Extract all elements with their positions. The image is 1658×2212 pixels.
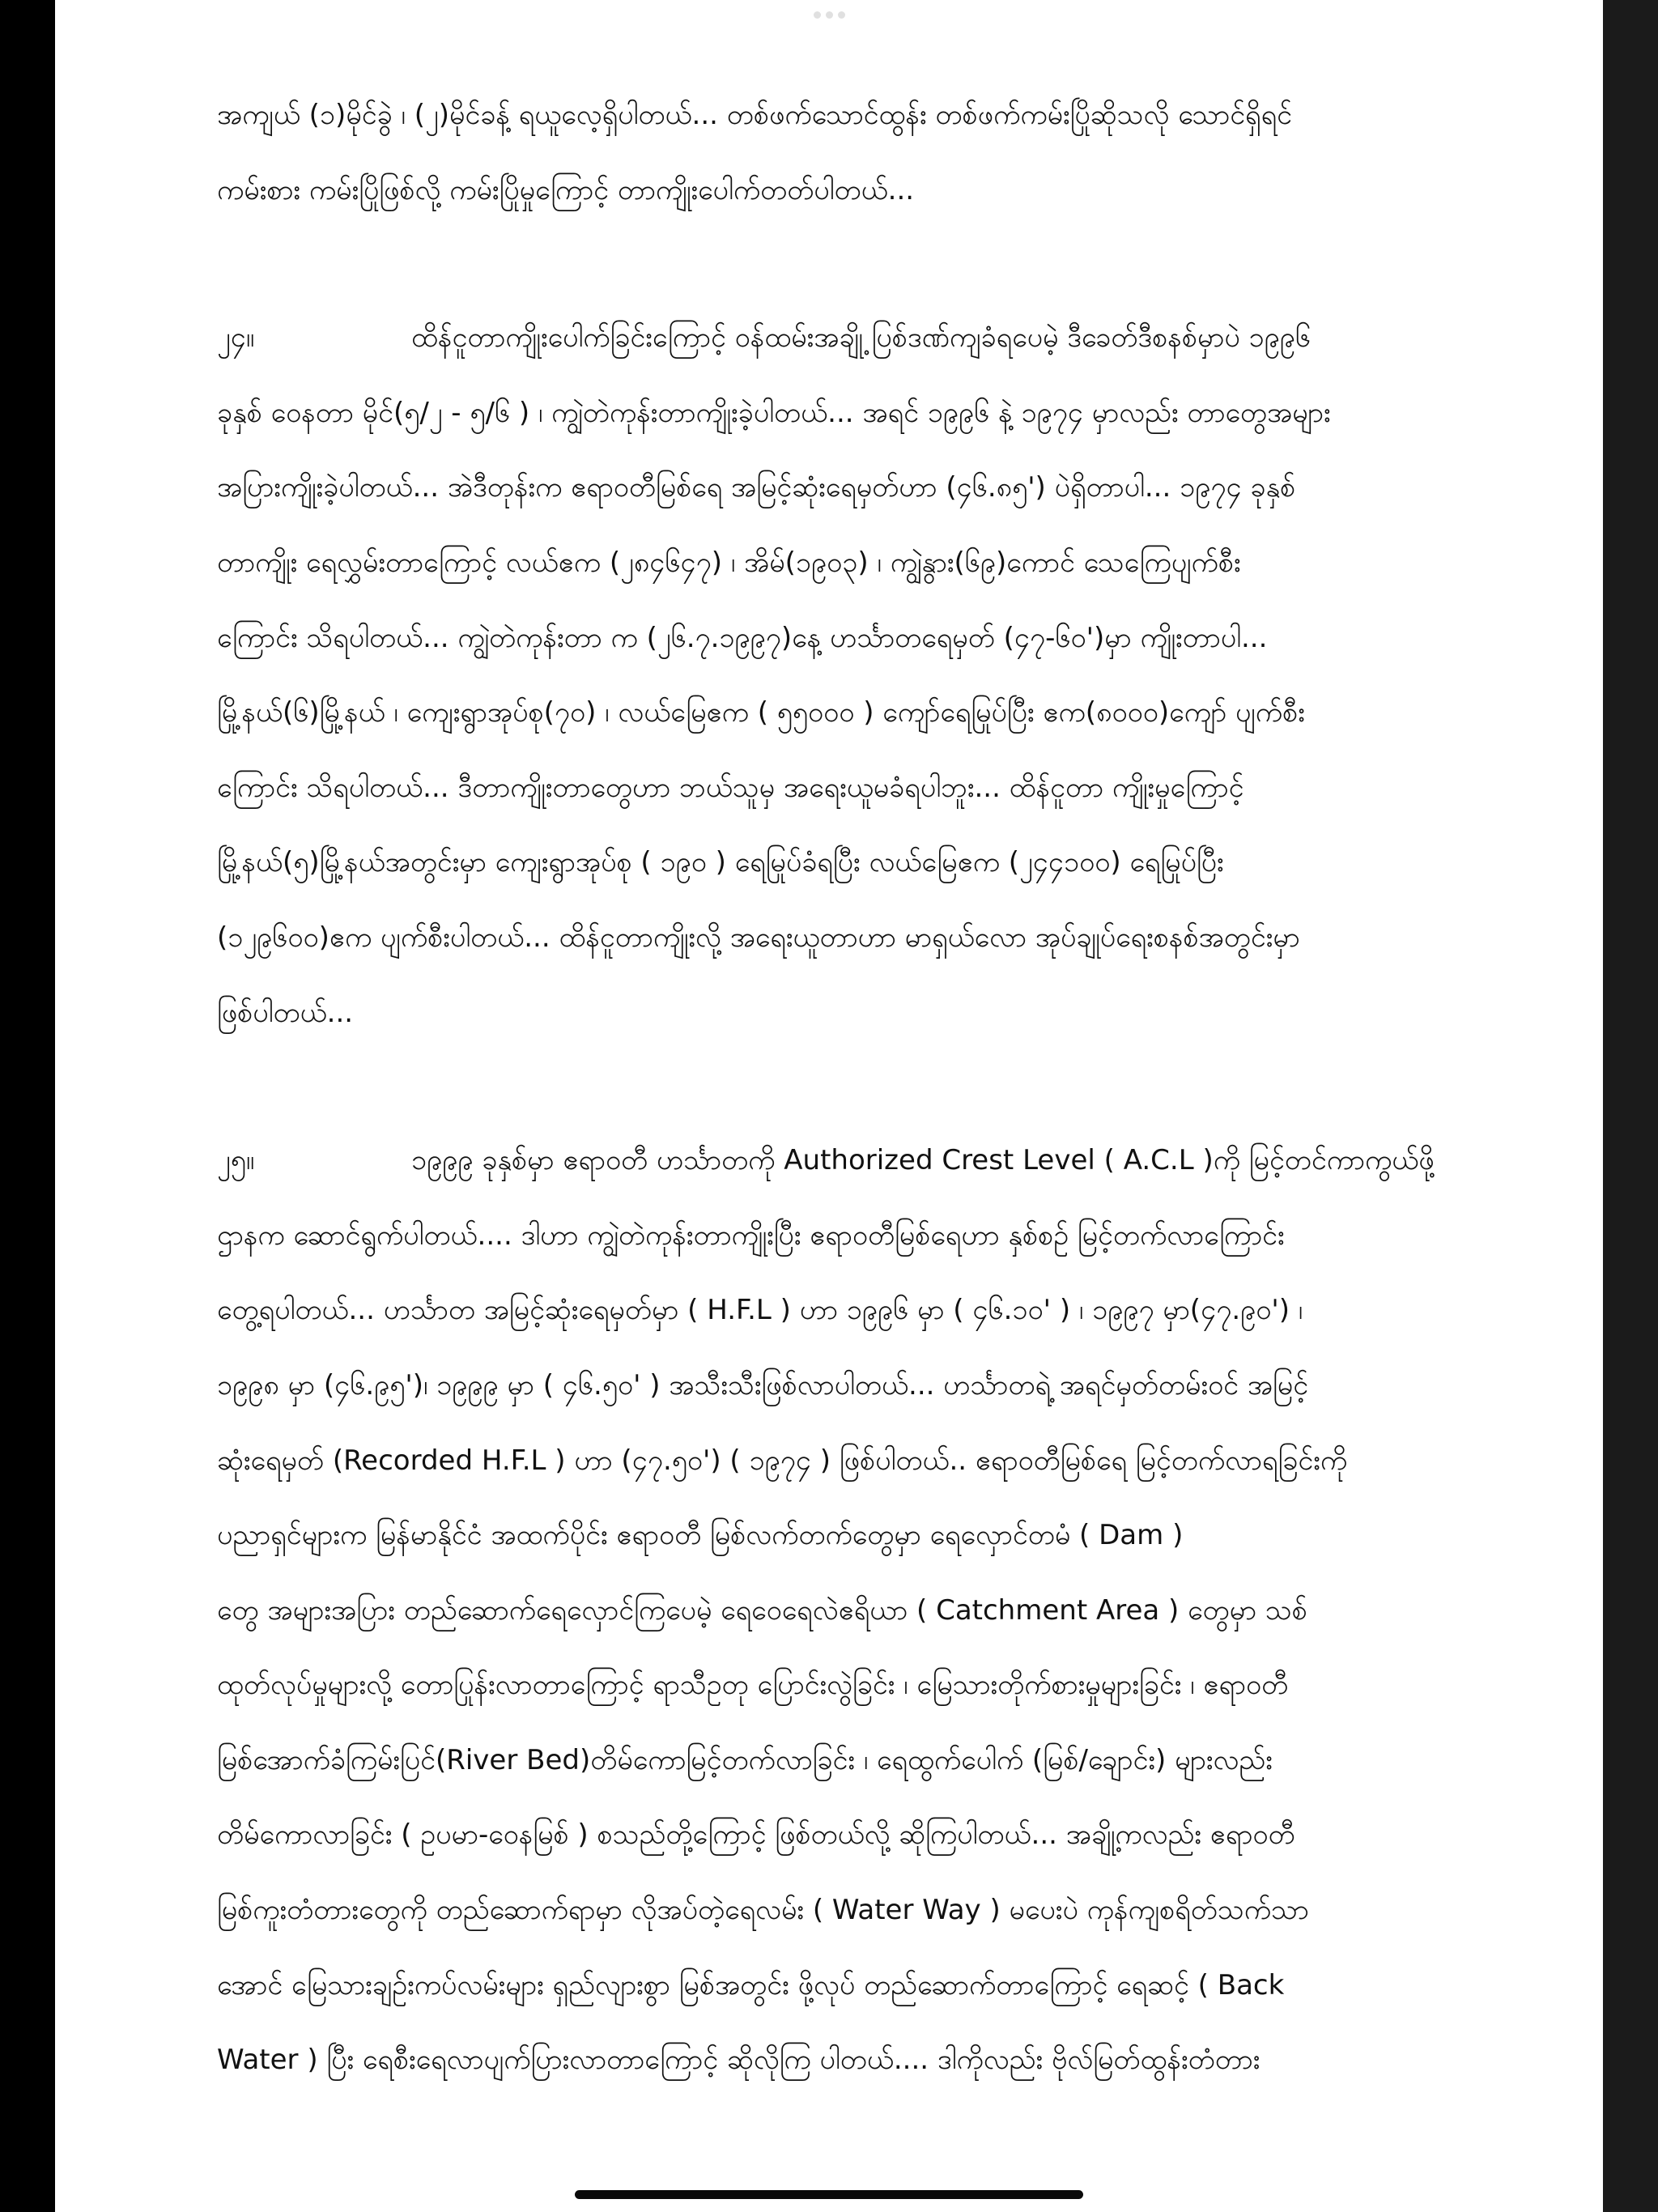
text-line: ပညာရှင်များက မြန်မာနိုင်ငံ အထက်ပိုင်း ဧရာဝတီ မြစ်လက်တက်တွေမှာ ရေလှောင်တမံ ( Dam ): [217, 1519, 1184, 1552]
document-page: [55, 0, 1603, 2212]
text-line: မြစ်ကူးတံတားတွေကို တည်ဆောက်ရာမှာ လိုအပ်တဲ့ရေလမ်း ( Water Way ) မပေးပဲ ကုန်ကျစရိတ်သက်သာ: [217, 1894, 1309, 1927]
home-indicator[interactable]: [575, 2190, 1083, 2199]
text-line: တွေ အများအပြား တည်ဆောက်ရေလှောင်ကြပေမဲ့ ရေဝေရေလဲဧရိယာ ( Catchment Area ) တွေမှာ သစ်: [217, 1593, 1307, 1627]
text-line: Water ) ပြီး ရေစီးရေလာပျက်ပြားလာတာကြောင့် ဆိုလိုကြ ပါတယ်.... ဒါကိုလည်း ဗိုလ်မြတ်ထွန်းတံတား: [217, 2044, 1261, 2077]
text-line: ကြောင်း သိရပါတယ်... ဒီတာကျိုးတာတွေဟာ ဘယ်သူမှ အရေးယူမခံရပါဘူး... ထိန်ငူတာ ကျိုးမှုကြောင့်: [217, 771, 1244, 804]
text-line: ထုတ်လုပ်မှုများလို့ တောပြုန်းလာတာကြောင့် ရာသီဥတု ပြောင်းလွဲခြင်း ၊ မြေသားတိုက်စားမှုများခြင်း ၊ ဧရာဝတီ: [217, 1669, 1289, 1702]
text-line: အကျယ် (၁)မိုင်ခွဲ ၊ (၂)မိုင်ခန့် ရယူလေ့ရှိပါတယ်... တစ်ဖက်သောင်ထွန်း တစ်ဖက်ကမ်းပြိုဆိုသလို သောင်ရှိရင်: [217, 99, 1292, 131]
drag-handle-icon[interactable]: [811, 11, 847, 19]
document-body: [217, 78, 1609, 2098]
text-line: (၁၂၉၆၀၀)ဧက ပျက်စီးပါတယ်... ထိန်ငူတာကျိုးလို့ အရေးယူတာဟာ မာရှယ်လော အုပ်ချုပ်ရေးစနစ်အတွင်းမှာ: [217, 921, 1300, 954]
text-line: အပြားကျိုးခဲ့ပါတယ်... အဲဒီတုန်းက ဧရာဝတီမြစ်ရေ အမြင့်ဆုံးရေမှတ်ဟာ (၄၆.၈၅') ပဲရှိတာပါ... ၁၉၇၄ ခုနှစ်: [217, 471, 1296, 504]
paragraph-25: [217, 1123, 1609, 2098]
text-line: အောင် မြေသားချဉ်းကပ်လမ်းများ ရှည်လျားစွာ မြစ်အတွင်း ဖို့လုပ် တည်ဆောက်တာကြောင့် ရေဆင့် ( Back: [217, 1968, 1285, 2001]
text-line: မြစ်အောက်ခံကြမ်းပြင်(River Bed)တိမ်ကောမြင့်တက်လာခြင်း ၊ ရေထွက်ပေါက် (မြစ်/ချောင်း) များလည်း: [217, 1743, 1273, 1776]
text-line: ၁၉၉၈ မှာ (၄၆.၉၅')၊ ၁၉၉၉ မှာ ( ၄၆.၅၀' ) အသီးသီးဖြစ်လာပါတယ်... ဟင်္သာတရဲ့ အရင်မှတ်တမ်းဝင် အမြင့်: [217, 1368, 1309, 1402]
text-span: ထိန်ငူတာကျိုးပေါက်ခြင်းကြောင့် ဝန်ထမ်းအချို့ ပြစ်ဒဏ်ကျခံရပေမဲ့ ဒီခေတ်ဒီစနစ်မှာပဲ ၁၉၉၆: [411, 321, 1312, 355]
paragraph-number: ၂၄။: [217, 321, 255, 355]
text-line: တာကျိုး ရေလွှမ်းတာကြောင့် လယ်ဧက (၂၈၄၆၄၇) ၊ အိမ်(၁၉၀၃) ၊ ကျွဲနွား(၆၉)ကောင် သေကြေပျက်စီး: [217, 546, 1241, 579]
intro-paragraph: [217, 78, 1609, 228]
text-line: ကြောင်း သိရပါတယ်... ကျွဲတဲကုန်းတာ က (၂၆.၇.၁၉၉၇)နေ့ ဟင်္သာတရေမှတ် (၄၇-၆၀')မှာ ကျိုးတာပါ...: [217, 621, 1268, 654]
text-span: ၁၉၉၉ ခုနှစ်မှာ ဧရာဝတီ ဟင်္သာတကို Authorized Crest Level ( A.C.L )ကို မြင့်တင်ကာကွယ်ဖို့: [411, 1144, 1435, 1177]
window-edge: [1603, 0, 1658, 2212]
paragraph-number: ၂၅။: [217, 1144, 255, 1177]
text-line: ဆုံးရေမှတ် (Recorded H.F.L ) ဟာ (၄၇.၅၀') ( ၁၉၇၄ ) ဖြစ်ပါတယ်.. ဧရာဝတီမြစ်ရေ မြင့်တက်လာရခြင်းကို: [217, 1444, 1348, 1477]
text-line: [217, 1123, 1609, 1198]
text-line: [217, 300, 1609, 376]
text-line: တွေ့ရပါတယ်... ဟင်္သာတ အမြင့်ဆုံးရေမှတ်မှာ ( H.F.L ) ဟာ ၁၉၉၆ မှာ ( ၄၆.၁၀' ) ၊ ၁၉၉၇ မှာ(၄၇.၉၀') ၊: [217, 1294, 1303, 1327]
text-line: ကမ်းစား ကမ်းပြိုဖြစ်လို့ ကမ်းပြိုမှုကြောင့် တာကျိုးပေါက်တတ်ပါတယ်...: [217, 173, 915, 206]
text-line: မြို့နယ်(၆)မြို့နယ် ၊ ကျေးရွာအုပ်စု(၇၀) ၊ လယ်မြေဧက ( ၅၅၀၀၀ ) ကျော်ရေမြုပ်ပြီး ဧက(၈၀၀၀)ကျော် ပျက်စီး: [217, 696, 1305, 730]
text-line: ဌာနက ဆောင်ရွက်ပါတယ်.... ဒါဟာ ကျွဲတဲကုန်းတာကျိုးပြီး ဧရာဝတီမြစ်ရေဟာ နှစ်စဉ် မြင့်တက်လာကြောင်း: [217, 1219, 1285, 1252]
text-line: ဖြစ်ပါတယ်...: [217, 996, 354, 1029]
text-line: ခုနှစ် ဝေနတာ မိုင်(၅/၂ - ၅/၆ ) ၊ ကျွဲတဲကုန်းတာကျိုးခဲ့ပါတယ်... အရင် ၁၉၉၆ နဲ့ ၁၉၇၄ မှာလည်း တာတွေအများ: [217, 396, 1331, 429]
text-line: တိမ်ကောလာခြင်း ( ဥပမာ-ဝေနမြစ် ) စသည်တို့ကြောင့် ဖြစ်တယ်လို့ ဆိုကြပါတယ်... အချို့ကလည်း ဧရာဝတီ: [217, 1819, 1295, 1852]
text-line: မြို့နယ်(၅)မြို့နယ်အတွင်းမှာ ကျေးရွာအုပ်စု ( ၁၉၀ ) ရေမြုပ်ခံရပြီး လယ်မြေဧက (၂၄၄၁၀၀) ရေမြုပ်ပြီး: [217, 846, 1224, 879]
paragraph-24: [217, 300, 1609, 1050]
